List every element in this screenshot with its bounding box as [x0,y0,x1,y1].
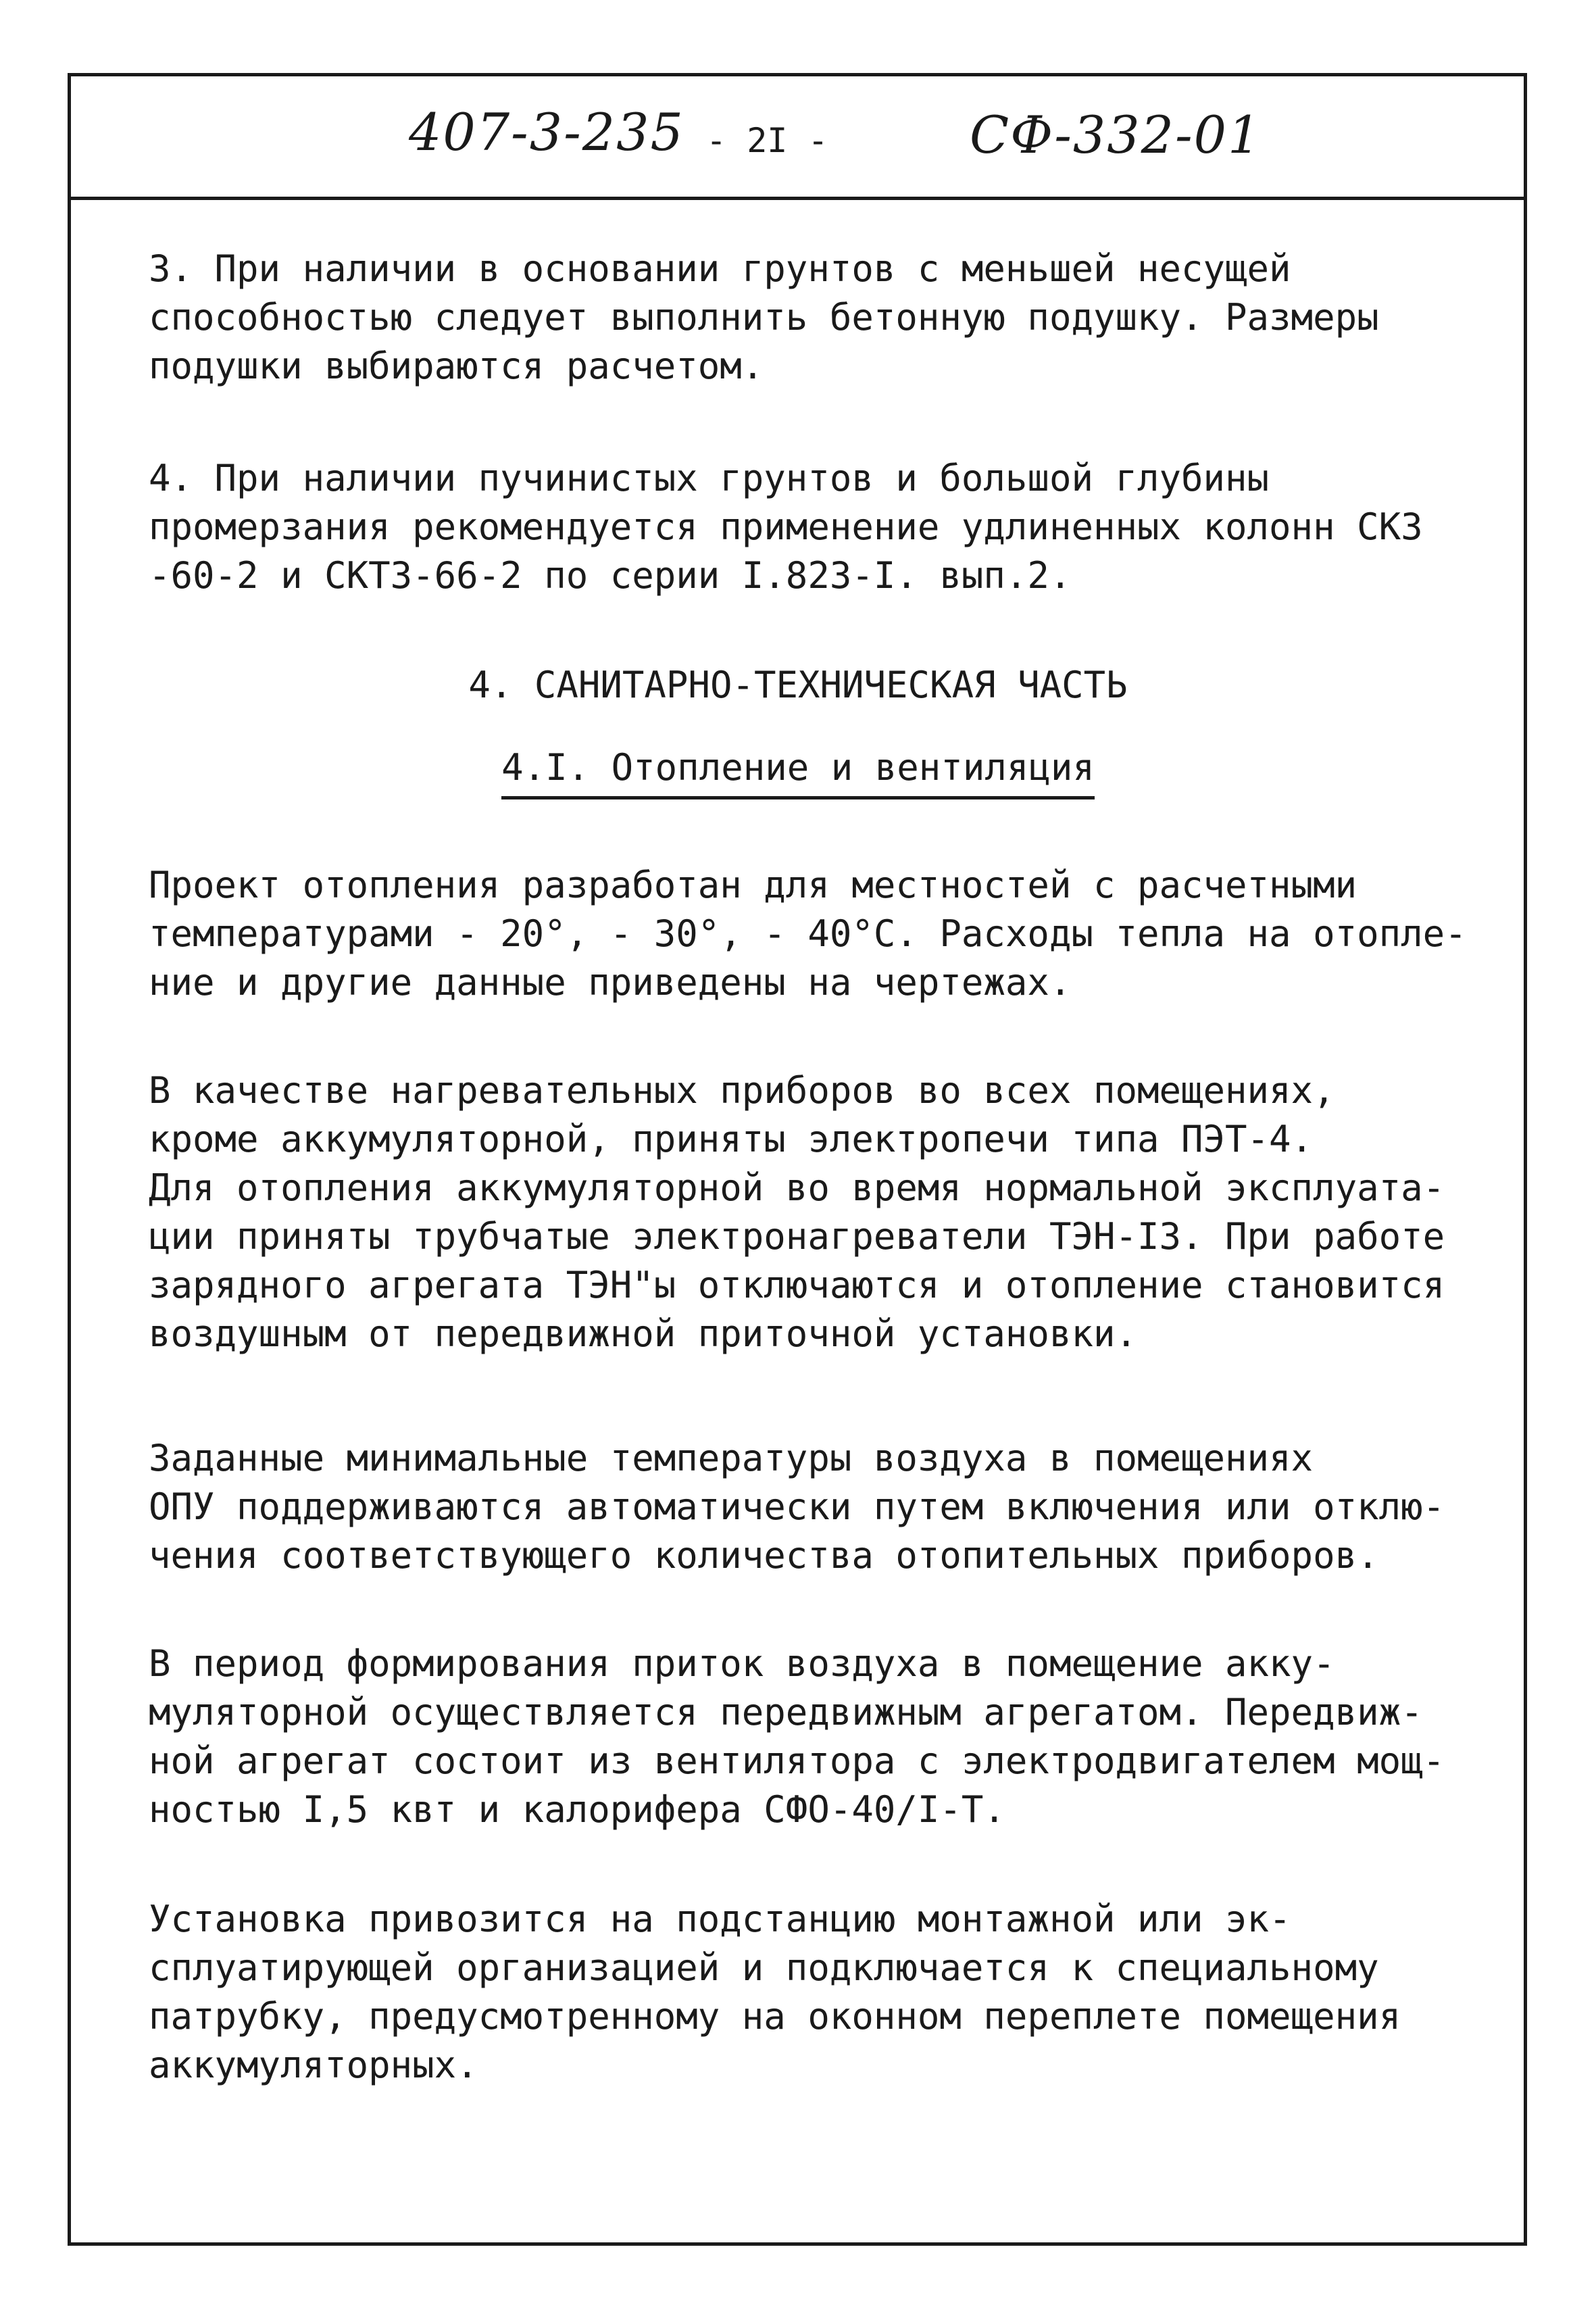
subsection-title [0,743,1596,799]
page-number: - 2I - [706,121,828,160]
paragraph-3: 3. При наличии в основании грунтов с меньшей несущей способностью следует выполнить бетонную подушку. Размеры подушки выбираются расчетом. [149,247,1379,387]
paragraph-4: 4. При наличии пучинистых грунтов и большой глубины промерзания рекомендуется применение удлиненных колонн СКЗ -60-2 и СКТЗ-66-2 по серии I.823-I. вып.2. [149,457,1423,597]
paragraph-forming: В период формирования приток воздуха в помещение акку- муляторной осуществляется передвижным агрегатом. Передвиж- ной агрегат состоит из вентилятора с электродвигателем мощ- ностью I,5 квт и калорифера СФО-40/I-Т. [149,1642,1445,1831]
paragraph-devices: В качестве нагревательных приборов во всех помещениях, кроме аккумуляторной, приняты электропечи типа ПЭТ-4. Для отопления аккумуляторной во время нормальной эксплуата- ции приняты трубчатые электронагреватели ТЭН-I3. При работе зарядного агрегата ТЭН"ы отключаются и отопление становится воздушным от передвижной приточной установки. [149,1069,1445,1355]
subsection-title-text: 4.I. Отопление и вентиляция [501,743,1095,799]
title-block [71,76,1524,200]
document-code: 407-3-235 [409,102,684,162]
paragraph-heating: Проект отопления разработан для местностей с расчетными температурами - 20°, - 30°, - 40°С. Расходы тепла на отопле- ние и другие данные приведены на чертежах. [149,864,1467,1004]
paragraph-installation: Установка привозится на подстанцию монтажной или эк- сплуатирующей организацией и подключается к специальному патрубку, предусмотренному на оконном переплете помещения аккумуляторных. [149,1898,1401,2086]
section-title [0,661,1596,710]
paragraph-temperatures: Заданные минимальные температуры воздуха в помещениях ОПУ поддерживаются автоматически путем включения или отклю- чения соответствующего количества отопительных приборов. [149,1437,1445,1577]
section-title-text: 4. САНИТАРНО-ТЕХНИЧЕСКАЯ ЧАСТЬ [468,664,1128,706]
sheet-code: СФ-332-01 [970,105,1262,165]
